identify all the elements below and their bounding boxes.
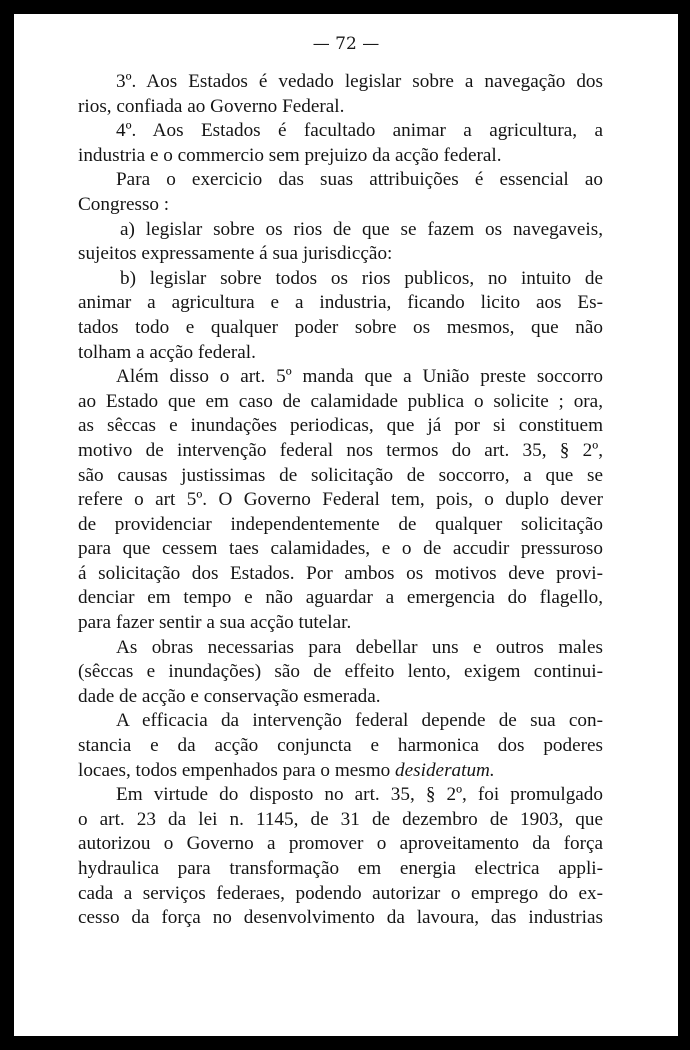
- text-line: refere o art 5º. O Governo Federal tem, pois, o duplo dever: [78, 489, 603, 511]
- text-line: ao Estado que em caso de calamidade publica o solicite ; ora,: [78, 390, 603, 412]
- text-line: para fazer sentir a sua acção tutelar.: [78, 612, 352, 634]
- text-line: Para o exercicio das suas attribuições é essencial ao: [116, 169, 603, 191]
- paragraph-9: [78, 783, 603, 931]
- text-line: Além disso o art. 5º manda que a União preste soccorro: [116, 366, 603, 388]
- paragraph-3: [78, 168, 603, 217]
- text-line: animar a agricultura e a industria, ficando licito aos Es-: [78, 292, 603, 314]
- text-line: hydraulica para transformação em energia electrica appli-: [78, 858, 603, 879]
- text-line: a) legislar sobre os rios de que se fazem os navegaveis,: [120, 218, 603, 240]
- text-line: dade de acção e conservação esmerada.: [78, 685, 381, 707]
- paragraph-5: [78, 267, 603, 365]
- text-line: tolham a acção federal.: [78, 341, 256, 363]
- paragraph-8: [78, 709, 603, 783]
- book-page: [14, 14, 678, 1036]
- paragraph-4: [78, 218, 603, 267]
- italic-term: desideratum.: [395, 759, 495, 781]
- text-line: denciar em tempo e não aguardar a emergencia do flagello,: [78, 587, 603, 609]
- paragraph-7: [78, 636, 603, 710]
- text-line: tados todo e qualquer poder sobre os mesmos, que não: [78, 316, 603, 338]
- text-line: Em virtude do disposto no art. 35, § 2º, foi promulgado: [116, 784, 603, 806]
- text-line: as sêccas e inundações periodicas, que já por si constituem: [78, 415, 603, 437]
- paragraph-2: [78, 119, 603, 168]
- paragraph-1: [78, 70, 603, 119]
- text-line: á solicitação dos Estados. Por ambos os motivos deve provi-: [78, 562, 603, 584]
- text-line: o art. 23 da lei n. 1145, de 31 de dezembro de 1903, que: [78, 808, 603, 830]
- text-line: rios, confiada ao Governo Federal.: [78, 95, 345, 117]
- text-line: As obras necessarias para debellar uns e outros males: [116, 636, 603, 658]
- text-line: 3º. Aos Estados é vedado legislar sobre a navegação dos: [116, 71, 603, 92]
- text-line: são causas justissimas de solicitação de soccorro, a que se: [78, 464, 603, 486]
- text-line: [78, 759, 603, 784]
- text-line: Congresso :: [78, 193, 170, 215]
- text-line: sujeitos expressamente á sua jurisdicção:: [78, 243, 393, 265]
- text-line: stancia e da acção conjuncta e harmonica dos poderes: [78, 735, 603, 757]
- text-line: de providenciar independentemente de qualquer solicitação: [78, 513, 603, 535]
- text-line: para que cessem taes calamidades, e o de accudir pressuroso: [78, 538, 603, 560]
- text-fragment: locaes, todos empenhados para o mesmo: [78, 759, 396, 781]
- paragraph-6: [78, 365, 603, 636]
- text-line: b) legislar sobre todos os rios publicos, no intuito de: [120, 267, 603, 289]
- text-line: motivo de intervenção federal nos termos do art. 35, § 2º,: [78, 439, 603, 461]
- text-line: cada a serviços federaes, podendo autorizar o emprego do ex-: [78, 882, 603, 904]
- body-text: [78, 70, 603, 931]
- text-line: cesso da força no desenvolvimento da lavoura, das industrias: [78, 907, 603, 929]
- page-number: — 72 —: [312, 34, 380, 54]
- text-line: A efficacia da intervenção federal depende de sua con-: [116, 710, 603, 732]
- text-line: (sêccas e inundações) são de effeito lento, exigem continui-: [78, 661, 603, 683]
- text-line: 4º. Aos Estados é facultado animar a agricultura, a: [116, 120, 603, 142]
- text-line: industria e o commercio sem prejuizo da acção federal.: [78, 144, 502, 166]
- text-line: autorizou o Governo a promover o aproveitamento da força: [78, 833, 603, 855]
